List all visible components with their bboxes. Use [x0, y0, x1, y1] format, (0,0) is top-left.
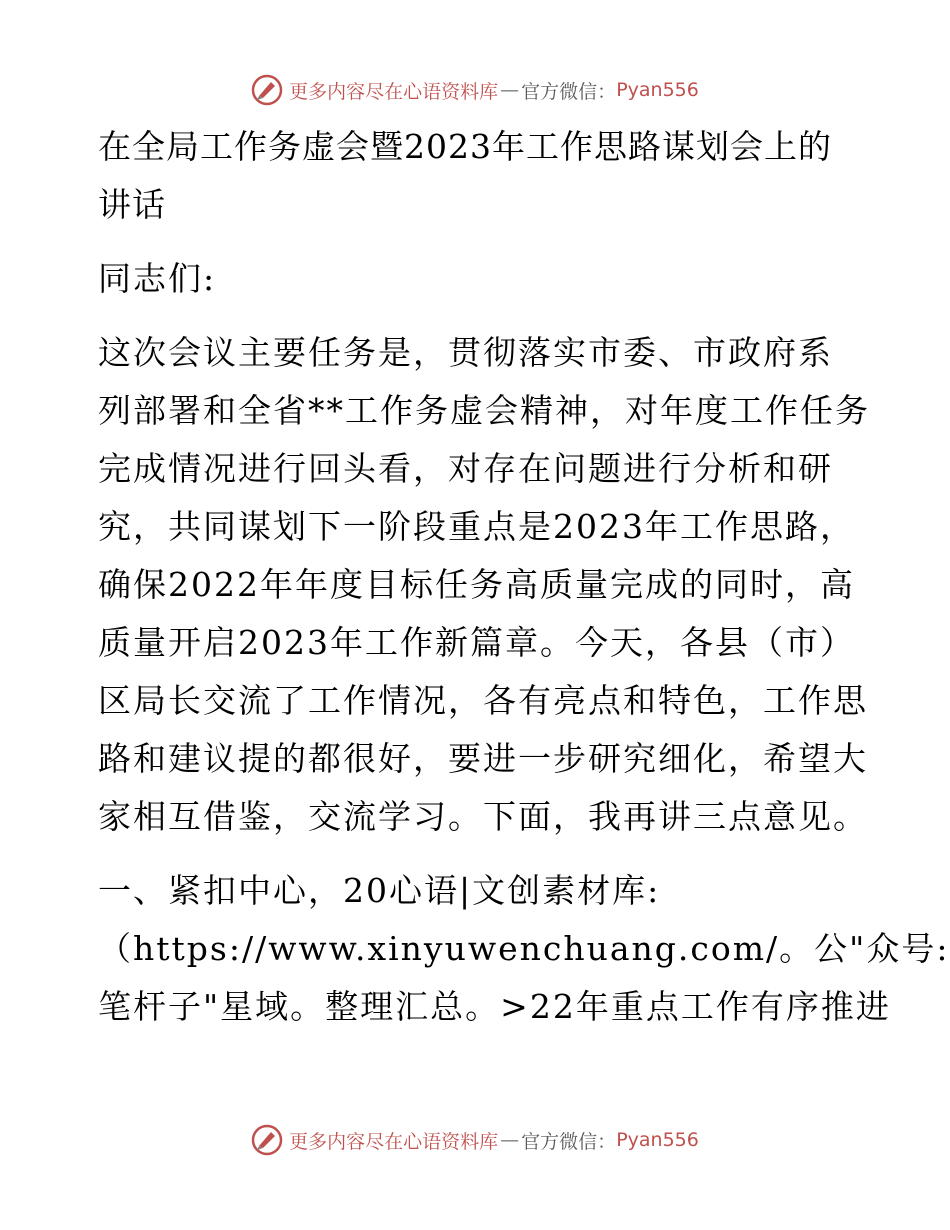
paragraph-line: 究，共同谋划下一阶段重点是2023年工作思路，: [98, 507, 855, 546]
paragraph-line: 家相互借鉴，交流学习。下面，我再讲三点意见。: [98, 797, 868, 836]
document-title-line: 在全局工作务虚会暨2023年工作思路谋划会上的: [98, 127, 832, 166]
watermark-wechat-id: Pyan556: [616, 1129, 699, 1151]
watermark-wechat-id: Pyan556: [616, 79, 699, 101]
watermark-separator: —: [500, 1129, 520, 1151]
watermark-brand: 更多内容尽在心语资料库: [289, 80, 499, 103]
paragraph-intro: [98, 324, 870, 846]
section-line: 笔杆子"星域。整理汇总。>22年重点工作有序推进: [98, 987, 891, 1026]
watermark-separator: —: [500, 79, 520, 101]
watermark-label: 官方微信：: [521, 80, 617, 103]
watermark-banner-bottom: [0, 1120, 950, 1160]
watermark-brand: 更多内容尽在心语资料库: [289, 1130, 499, 1153]
paragraph-line: 区局长交流了工作情况，各有亮点和特色，工作思: [98, 681, 868, 720]
brand-logo-icon: [251, 1124, 283, 1156]
paragraph-line: 这次会议主要任务是，贯彻落实市委、市政府系: [98, 333, 833, 372]
section-line: （https://www.xinyuwenchuang.com/。公"众号:: [98, 929, 950, 968]
salutation: 同志们:: [98, 259, 217, 298]
watermark-banner-top: [0, 70, 950, 110]
brand-logo-icon: [251, 74, 283, 106]
paragraph-line: 确保2022年年度目标任务高质量完成的同时，高: [98, 565, 855, 604]
paragraph-line: 质量开启2023年工作新篇章。今天，各县（市）: [98, 623, 855, 662]
paragraph-line: 路和建议提的都很好，要进一步研究细化，希望大: [98, 739, 868, 778]
section-heading-line: 一、紧扣中心，20心语|文创素材库:: [98, 871, 661, 910]
section-one: [98, 862, 950, 1036]
document-body: [98, 118, 950, 1036]
paragraph-line: 完成情况进行回头看，对存在问题进行分析和研: [98, 449, 833, 488]
document-title-line: 讲话: [98, 185, 166, 224]
paragraph-line: 列部署和全省**工作务虚会精神，对年度工作任务: [98, 391, 870, 430]
watermark-label: 官方微信：: [521, 1130, 617, 1153]
